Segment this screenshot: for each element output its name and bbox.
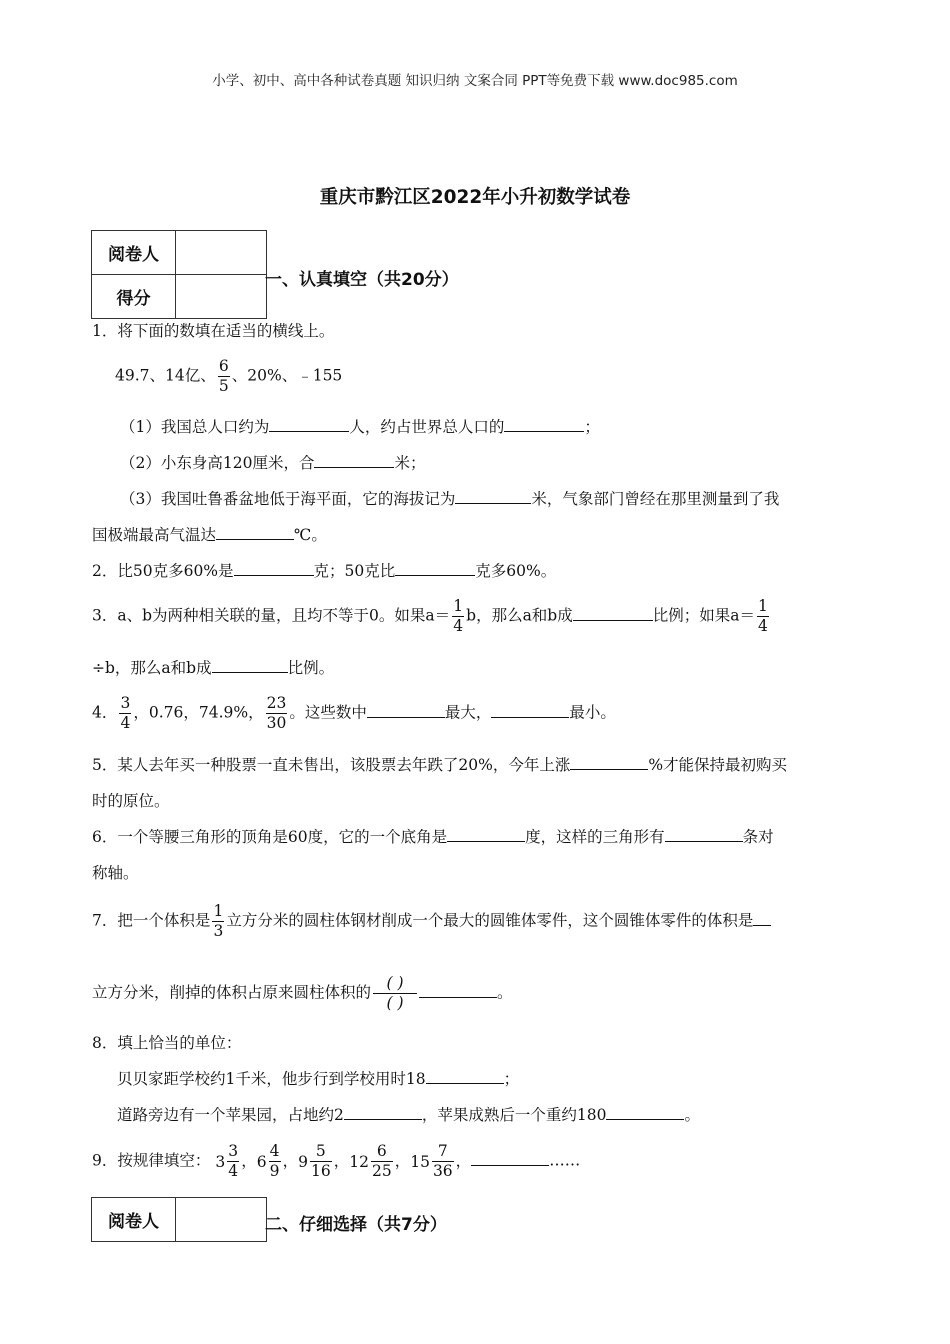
fraction (269, 1142, 281, 1181)
text: 4． (92, 703, 118, 722)
answer-blank[interactable] (426, 1082, 504, 1084)
text: 克多60%。 (475, 562, 557, 580)
mixed-number (298, 1142, 334, 1181)
text: 条对 (742, 828, 774, 846)
answer-blank[interactable] (606, 1118, 684, 1120)
text: 比例；如果a＝ (652, 606, 755, 625)
mixed-whole: 9 (298, 1152, 308, 1171)
fraction-numerator: 6 (218, 357, 229, 375)
fraction-numerator: 1 (758, 597, 768, 615)
text: 5．某人去年买一种股票一直未售出，该股票去年跌了20%，今年上涨 (92, 756, 571, 774)
fraction-numerator[interactable]: ( ) (386, 974, 404, 992)
mixed-number (410, 1142, 455, 1181)
paren-fraction (373, 974, 417, 1013)
q1-part-3-cont (92, 525, 327, 545)
text: 3．a、b为两种相关联的量，且均不等于0。如果a＝ (92, 606, 451, 625)
fraction-denominator: 25 (371, 1162, 392, 1180)
q7 (92, 902, 771, 941)
answer-blank[interactable] (455, 502, 531, 504)
answer-blank[interactable] (491, 716, 569, 718)
q8-line-1 (117, 1069, 519, 1089)
text: 2．比50克多60%是 (92, 562, 234, 580)
separator: ， (282, 1151, 299, 1170)
mixed-whole: 12 (349, 1152, 369, 1171)
q1-stem: 1．将下面的数填在适当的横线上。 (92, 322, 335, 340)
q2 (92, 561, 556, 581)
answer-blank[interactable] (216, 538, 294, 540)
fraction-numerator: 7 (437, 1142, 448, 1160)
answer-blank[interactable] (753, 924, 771, 926)
ellipsis: …… (549, 1151, 581, 1170)
answer-blank[interactable] (504, 430, 584, 432)
mixed-number (215, 1142, 241, 1181)
text: 比例。 (287, 659, 335, 677)
fraction-numerator: 6 (376, 1142, 387, 1160)
q1-part-3 (120, 489, 779, 509)
text: 9．按规律填空： (92, 1151, 211, 1170)
text: 立方分米，削掉的体积占原来圆柱体积的 (92, 983, 372, 1002)
text: （1）我国总人口约为 (120, 418, 270, 436)
fraction-numerator: 1 (453, 597, 464, 615)
separator: ， (394, 1151, 411, 1170)
fraction-denominator: 4 (120, 714, 131, 732)
fraction-denominator: 3 (213, 922, 224, 940)
text: 道路旁边有一个苹果园，占地约2 (117, 1106, 344, 1124)
fraction (452, 597, 464, 636)
text: 。 (684, 1106, 700, 1124)
q8-line-2 (117, 1105, 700, 1125)
text: 米，气象部门曾经在那里测量到了我 (531, 490, 780, 508)
q7-cont (92, 974, 513, 1013)
fraction (266, 694, 288, 733)
text: 。 (497, 983, 513, 1002)
q8-stem: 8．填上恰当的单位： (92, 1034, 242, 1052)
text: （3）我国吐鲁番盆地低于海平面，它的海拔记为 (120, 490, 456, 508)
mixed-whole: 3 (215, 1152, 226, 1171)
score-label: 得分 (92, 275, 176, 319)
text: 最大， (444, 703, 492, 722)
text: %才能保持最初购买 (648, 756, 788, 774)
fraction (757, 597, 769, 636)
grader-label: 阅卷人 (92, 231, 176, 275)
fraction-denominator[interactable]: ( ) (386, 994, 404, 1012)
text: （2）小东身高120厘米，合 (120, 454, 315, 472)
q3-cont (92, 658, 334, 678)
section-2-title: 二、仔细选择（共7分） (265, 1215, 447, 1235)
q5-cont: 时的原位。 (92, 792, 170, 810)
grader-cell (176, 231, 267, 275)
fraction-denominator: 9 (269, 1162, 280, 1180)
answer-blank[interactable] (573, 619, 653, 621)
text: ，0.76，74.9%， (133, 703, 264, 722)
answer-blank[interactable] (367, 716, 445, 718)
q1-numbers (115, 357, 342, 396)
answer-blank[interactable] (212, 671, 288, 673)
text: 立方分米的圆柱体钢材削成一个最大的圆锥体零件，这个圆锥体零件的体积是 (226, 911, 754, 930)
text: b，那么a和b成 (466, 606, 573, 625)
fraction (432, 1142, 454, 1181)
q6 (92, 827, 774, 847)
score-cell (176, 275, 267, 319)
page-header: 小学、初中、高中各种试卷真题 知识归纳 文案合同 PPT等免费下载 www.doc985.com (212, 73, 738, 89)
q1-part-2 (120, 453, 425, 473)
fraction-numerator: 1 (213, 902, 224, 920)
mixed-number (257, 1142, 283, 1181)
fraction-denominator: 16 (310, 1162, 331, 1180)
section-1-title: 一、认真填空（共20分） (265, 270, 459, 290)
text: 克；50克比 (313, 562, 396, 580)
text: ； (584, 418, 600, 436)
fraction-denominator: 36 (432, 1162, 453, 1180)
fraction-numerator: 3 (120, 694, 131, 712)
fraction-numerator: 5 (315, 1142, 326, 1160)
separator: ， (241, 1151, 257, 1170)
grader-cell (176, 1198, 267, 1242)
fraction (119, 694, 131, 733)
answer-blank[interactable] (447, 840, 525, 842)
q9 (92, 1142, 580, 1181)
answer-blank[interactable] (570, 768, 648, 770)
q1-numbers-b: 、20%、﹣155 (231, 366, 343, 385)
text: 国极端最高气温达 (92, 526, 217, 544)
fraction-denominator: 30 (266, 714, 287, 732)
fraction-numerator: 3 (228, 1142, 239, 1160)
text: ； (503, 1070, 520, 1088)
answer-blank[interactable] (314, 466, 394, 468)
separator: ， (455, 1151, 472, 1170)
answer-blank[interactable] (665, 840, 743, 842)
text: 7．把一个体积是 (92, 911, 211, 930)
fraction-denominator: 4 (758, 617, 768, 635)
grader-table-2 (91, 1197, 267, 1242)
text: ℃。 (294, 526, 327, 544)
mixed-whole: 15 (410, 1152, 430, 1171)
fraction-numerator: 23 (266, 694, 287, 712)
text: 最小。 (569, 703, 616, 722)
fraction (227, 1142, 239, 1181)
text: 贝贝家距学校约1千米，他步行到学校用时18 (117, 1070, 426, 1088)
text: 人，约占世界总人口的 (349, 418, 505, 436)
grader-table-1 (91, 230, 267, 319)
text: 米； (394, 454, 426, 472)
fraction-denominator: 4 (228, 1162, 239, 1180)
text: 6．一个等腰三角形的顶角是60度，它的一个底角是 (92, 828, 448, 846)
fraction-denominator: 4 (453, 617, 464, 635)
separator: ， (333, 1151, 350, 1170)
text: ，苹果成熟后一个重约180 (421, 1106, 607, 1124)
mixed-number (349, 1142, 394, 1181)
mixed-whole: 6 (256, 1152, 267, 1171)
answer-blank[interactable] (344, 1118, 422, 1120)
q1-part-1 (120, 417, 600, 437)
grader-label: 阅卷人 (92, 1198, 176, 1242)
answer-blank[interactable] (234, 574, 314, 576)
answer-blank[interactable] (471, 1164, 549, 1166)
answer-blank[interactable] (395, 574, 475, 576)
q5 (92, 755, 787, 775)
answer-blank[interactable] (419, 996, 497, 998)
q4 (92, 694, 616, 733)
answer-blank[interactable] (269, 430, 349, 432)
fraction (371, 1142, 393, 1181)
fraction (218, 357, 230, 396)
q1-numbers-a: 49.7、14亿、 (115, 366, 216, 385)
q3 (92, 597, 771, 636)
fraction (310, 1142, 332, 1181)
fraction (212, 902, 224, 941)
text: 。这些数中 (289, 703, 367, 722)
exam-title: 重庆市黔江区2022年小升初数学试卷 (319, 187, 631, 208)
fraction-numerator: 4 (269, 1142, 280, 1160)
text: 度，这样的三角形有 (525, 828, 665, 846)
q9-sequence (215, 1142, 472, 1180)
text: ÷b，那么a和b成 (92, 659, 212, 677)
fraction-denominator: 5 (218, 377, 229, 395)
q6-cont: 称轴。 (92, 864, 139, 882)
